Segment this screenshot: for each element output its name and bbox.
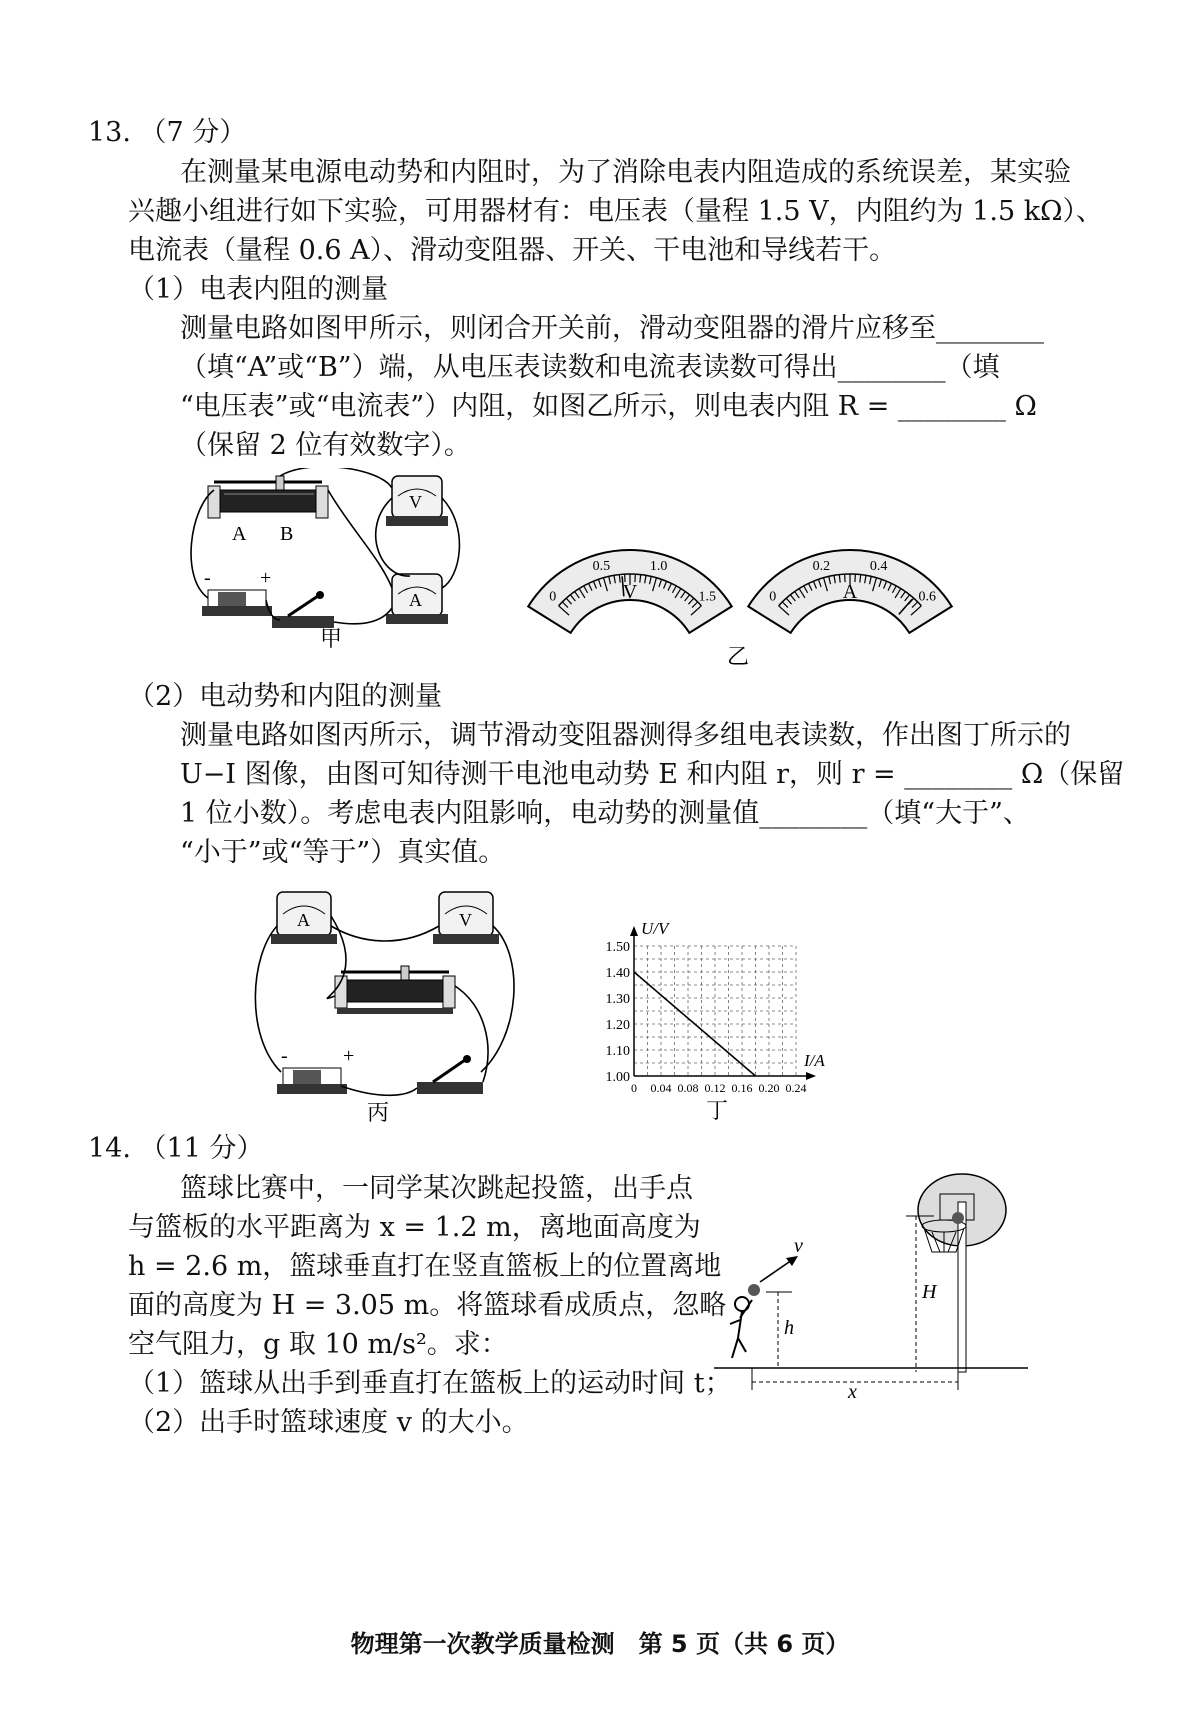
chart-grid xyxy=(634,946,796,1076)
figure-jia-circuit xyxy=(180,468,480,648)
battery-minus: - xyxy=(281,1045,288,1067)
ammeter-symbol: A xyxy=(409,590,422,610)
q13-part1-line-1: 测量电路如图甲所示，则闭合开关前，滑动变阻器的滑片应移至________ xyxy=(180,313,1044,344)
q14-text-line-4: 面的高度为 H = 3.05 m。将篮球看成质点，忽略 xyxy=(128,1290,727,1321)
rheostat-terminal-b-label: B xyxy=(280,523,294,545)
x-tick-label: 0.16 xyxy=(731,1081,753,1095)
figure-bing-caption: 丙 xyxy=(367,1100,390,1125)
rheostat xyxy=(208,476,328,518)
voltmeter-tick-label: 0.5 xyxy=(592,559,611,575)
q13-part1-line-4: （保留 2 位有效数字）。 xyxy=(180,430,471,461)
label-x: x xyxy=(848,1381,857,1402)
q14-sub1: （1）篮球从出手到垂直打在篮板上的运动时间 t； xyxy=(128,1368,732,1399)
ammeter-dial xyxy=(748,550,952,633)
voltmeter-symbol: V xyxy=(459,910,472,930)
x-tick-label: 0.24 xyxy=(785,1081,807,1095)
figure-yi-caption: 乙 xyxy=(727,644,750,669)
x-tick-label: 0.04 xyxy=(650,1081,672,1095)
q13-part1-line-2: （填“A”或“B”）端，从电压表读数和电流表读数可得出________（填 xyxy=(180,352,1000,383)
voltmeter-dial xyxy=(528,550,732,633)
voltmeter-symbol: V xyxy=(622,581,638,603)
q13-header: 13. （7 分） xyxy=(88,117,247,148)
y-tick-label: 1.20 xyxy=(605,1018,630,1033)
ammeter-tick-label: 0.6 xyxy=(918,589,937,605)
q14-sub2: （2）出手时篮球速度 v 的大小。 xyxy=(128,1407,529,1438)
y-tick-label: 1.40 xyxy=(605,966,630,981)
q13-part2-line-3: 1 位小数）。考虑电表内阻影响，电动势的测量值________（填“大于”、 xyxy=(180,798,1030,829)
q14-header: 14. （11 分） xyxy=(88,1133,264,1164)
q14-text-line-1: 篮球比赛中，一同学某次跳起投篮，出手点 xyxy=(180,1173,693,1204)
q13-part2-line-4: “小于”或“等于”）真实值。 xyxy=(180,837,506,868)
y-tick-label: 1.50 xyxy=(605,940,630,955)
q13-intro-line-2: 兴趣小组进行如下实验，可用器材有：电压表（量程 1.5 V，内阻约为 1.5 kΩ）、 xyxy=(128,196,1103,227)
battery-minus: - xyxy=(204,567,211,589)
label-v: v xyxy=(794,1235,803,1257)
battery-icon xyxy=(277,1068,347,1094)
q13-part2-line-2: U−I 图像，由图可知待测干电池电动势 E 和内阻 r，则 r = ________ Ω（保留 xyxy=(180,759,1125,790)
voltmeter-symbol: V xyxy=(409,492,422,512)
y-tick-label: 1.00 xyxy=(605,1070,630,1085)
x-axis-arrow-icon xyxy=(806,1072,816,1080)
label-h: h xyxy=(784,1317,794,1339)
switch-icon xyxy=(417,1055,483,1094)
ammeter-tick-label: 0 xyxy=(769,589,777,605)
q14-text-line-2: 与篮板的水平距离为 x = 1.2 m，离地面高度为 xyxy=(128,1212,701,1243)
ball-at-board-icon xyxy=(952,1212,964,1224)
battery-plus: + xyxy=(343,1045,355,1067)
voltmeter-tick-label: 1.0 xyxy=(649,559,668,575)
figure-ding-caption: 丁 xyxy=(706,1098,729,1123)
label-H: H xyxy=(922,1281,937,1303)
chart-y-axis-label: U/V xyxy=(641,919,669,938)
x-tick-label: 0.08 xyxy=(677,1081,699,1095)
battery-icon xyxy=(202,590,272,616)
figure-ding-chart xyxy=(586,912,846,1124)
q13-part2-line-1: 测量电路如图丙所示，调节滑动变阻器测得多组电表读数，作出图丁所示的 xyxy=(180,720,1071,751)
figure-basketball xyxy=(712,1172,1030,1402)
chart-tick-labels xyxy=(606,940,807,1095)
switch-icon xyxy=(272,591,334,628)
q13-part1-line-3: “电压表”或“电流表”）内阻，如图乙所示，则电表内阻 R = ________ Ω xyxy=(180,391,1037,422)
ammeter-symbol: A xyxy=(842,581,858,603)
x-tick-label: 0.20 xyxy=(758,1081,780,1095)
voltmeter-tick-label: 0 xyxy=(549,589,557,605)
y-axis-arrow-icon xyxy=(630,926,638,936)
ball-release-icon xyxy=(748,1284,760,1296)
player-icon xyxy=(730,1297,752,1358)
page-footer: 物理第一次教学质量检测 第 5 页（共 6 页） xyxy=(350,1630,850,1658)
figure-yi-meters xyxy=(520,520,965,670)
rheostat-terminal-a-label: A xyxy=(232,523,247,545)
figure-bing-circuit xyxy=(245,876,535,1128)
chart-x-axis-label: I/A xyxy=(804,1051,825,1070)
q14-text-line-3: h = 2.6 m，篮球垂直打在竖直篮板上的位置离地 xyxy=(128,1251,722,1282)
ammeter-tick-label: 0.4 xyxy=(869,559,888,575)
voltmeter-tick-label: 1.5 xyxy=(698,589,717,605)
rheostat xyxy=(335,966,455,1014)
ammeter-symbol: A xyxy=(297,910,310,930)
q14-text-line-5: 空气阻力，g 取 10 m/s²。求： xyxy=(128,1329,508,1360)
chart-axes xyxy=(630,926,816,1080)
y-tick-label: 1.30 xyxy=(605,992,630,1007)
figure-jia-caption: 甲 xyxy=(320,626,343,648)
battery-plus: + xyxy=(260,567,272,589)
x-tick-label: 0.12 xyxy=(704,1081,726,1095)
q13-part2-title: （2）电动势和内阻的测量 xyxy=(128,681,443,712)
y-tick-label: 1.10 xyxy=(605,1044,630,1059)
q13-part1-title: （1）电表内阻的测量 xyxy=(128,274,389,305)
q13-intro-line-3: 电流表（量程 0.6 A）、滑动变阻器、开关、干电池和导线若干。 xyxy=(128,235,897,266)
x-tick-label: 0 xyxy=(631,1081,637,1095)
velocity-arrow-icon xyxy=(786,1256,798,1266)
q13-intro-line-1: 在测量某电源电动势和内阻时，为了消除电表内阻造成的系统误差，某实验 xyxy=(180,157,1071,188)
ammeter-tick-label: 0.2 xyxy=(812,559,831,575)
